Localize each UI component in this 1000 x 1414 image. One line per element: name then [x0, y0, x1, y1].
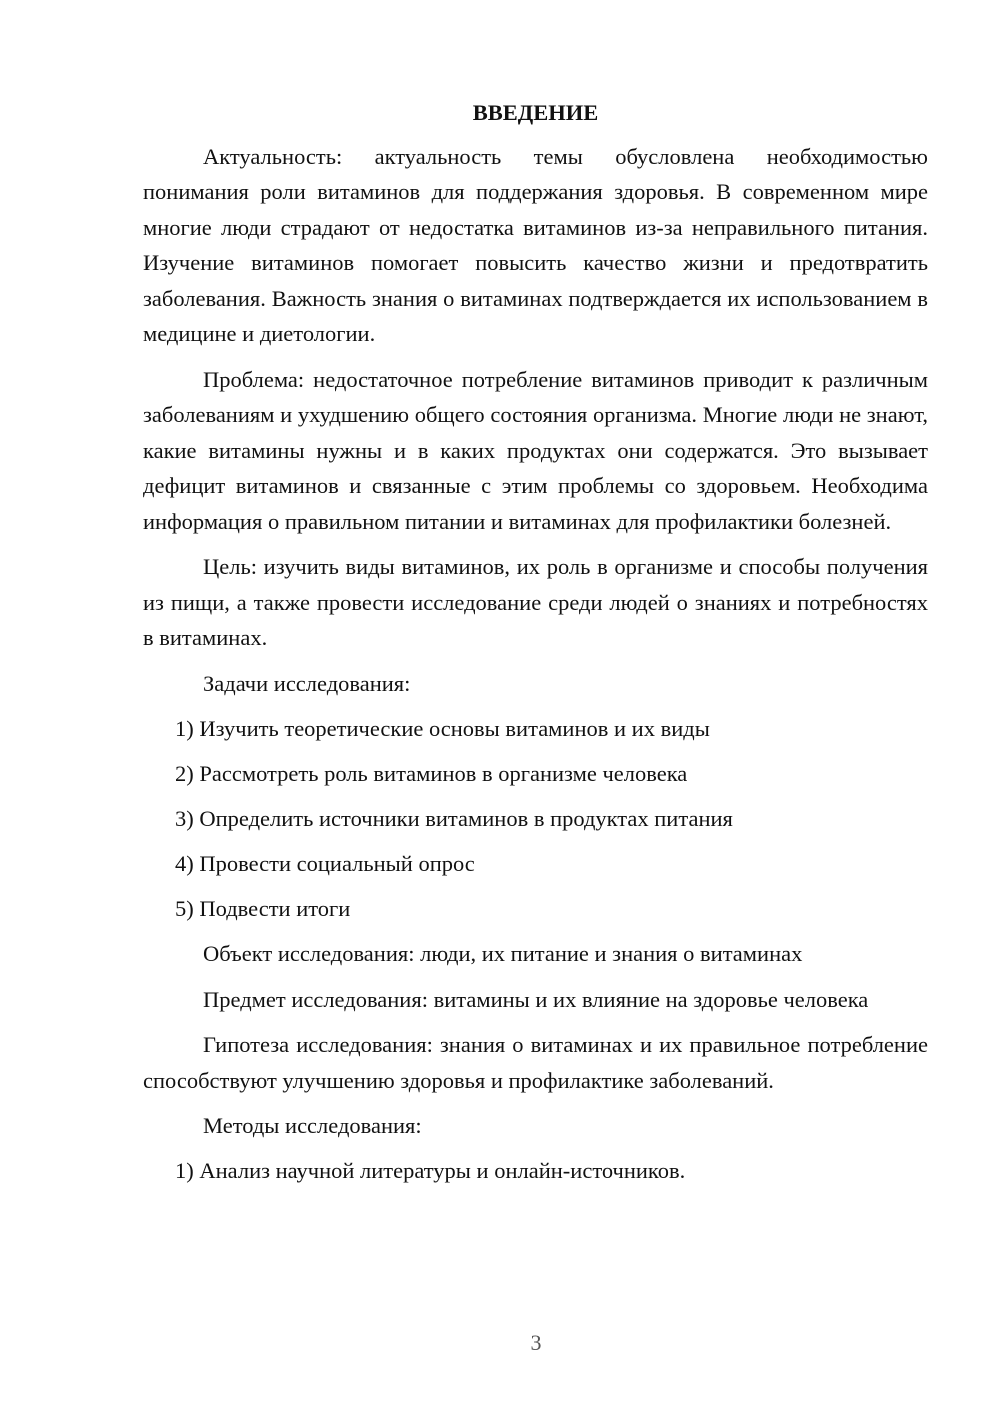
methods-heading: Методы исследования: — [203, 1113, 422, 1138]
tasks-heading: Задачи исследования: — [203, 670, 411, 696]
subject-paragraph: Предмет исследования: витамины и их влияние на здоровье человека — [203, 986, 869, 1012]
method-item: 1) Анализ научной литературы и онлайн-источников. — [175, 1158, 686, 1183]
page-number: 3 — [530, 1330, 542, 1355]
object-paragraph: Объект исследования: люди, их питание и знания о витаминах — [203, 941, 803, 966]
hypothesis-paragraph: Гипотеза исследования: знания о витаминах и их правильное потребление способствуют улучшению здоровья и профилактике заболеваний. — [143, 1032, 928, 1093]
task-item: 1) Изучить теоретические основы витаминов и их виды — [175, 715, 710, 741]
problem-paragraph: Проблема: недостаточное потребление витаминов приводит к различным заболеваниям и ухудшению общего состояния организма. Многие люди не знают, какие витамины нужны и в каких продуктах они содержатся. Это вызывает дефицит витаминов и связанные с этим проблемы со здоровьем. Необходима информация о правильном питании и витаминах для профилактики болезней. — [143, 366, 928, 534]
relevance-paragraph: Актуальность: актуальность темы обусловлена необходимостью понимания роли витаминов для поддержания здоровья. В современном мире многие люди страдают от недостатка витаминов из-за неправильного питания. Изучение витаминов помогает повысить качество жизни и предотвратить заболевания. Важность знания о витаминах подтверждается их использованием в медицине и диетологии. — [143, 143, 928, 346]
page-content — [143, 95, 928, 1189]
goal-paragraph: Цель: изучить виды витаминов, их роль в организме и способы получения из пищи, а также провести исследование среди людей о знаниях и потребностях в витаминах. — [143, 554, 928, 650]
task-item: 5) Подвести итоги — [175, 895, 351, 921]
task-item: 4) Провести социальный опрос — [175, 850, 475, 876]
task-item: 2) Рассмотреть роль витаминов в организме человека — [175, 760, 688, 786]
task-item: 3) Определить источники витаминов в продуктах питания — [175, 805, 733, 831]
page-title: ВВЕДЕНИЕ — [472, 100, 599, 125]
